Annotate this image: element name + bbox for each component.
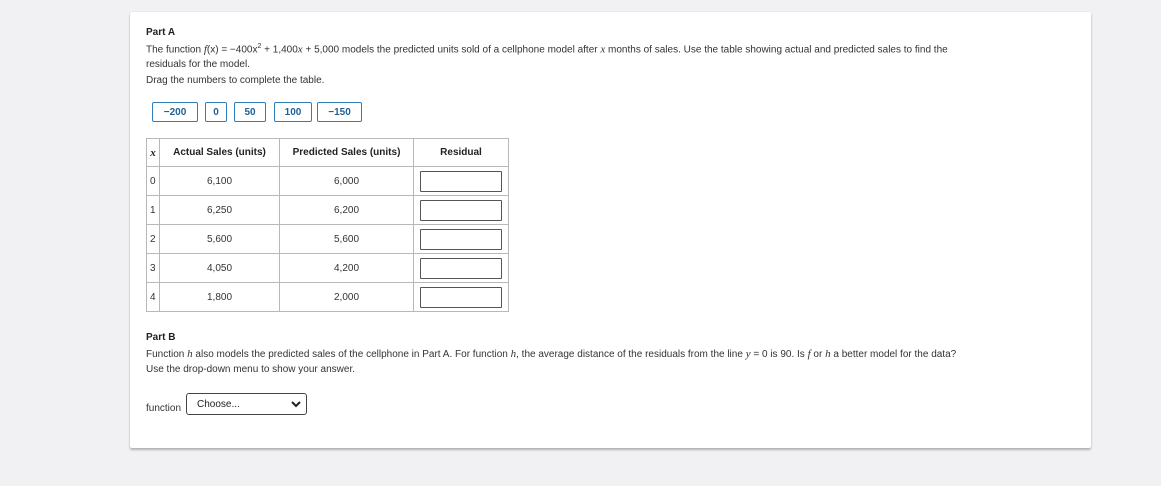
table-row bbox=[147, 225, 509, 254]
cell-predicted: 2,000 bbox=[280, 283, 414, 312]
text-segment: months of sales. Use the table showing actual and predicted sales to find the bbox=[605, 44, 948, 56]
text-segment: + 5,000 models the predicted units sold of a cellphone model after bbox=[302, 44, 601, 56]
var-x: x bbox=[600, 43, 606, 56]
residual-drop-target[interactable] bbox=[420, 229, 502, 250]
text-segment: = 0 is 90. Is bbox=[750, 349, 808, 360]
cell-residual bbox=[414, 196, 509, 225]
chevron-down-icon bbox=[290, 398, 302, 410]
cell-residual bbox=[414, 167, 509, 196]
drag-chip-neg200[interactable]: −200 bbox=[152, 102, 198, 122]
answer-prefix-label: function bbox=[146, 403, 182, 414]
text-segment: , the average distance of the residuals from the line bbox=[516, 349, 746, 360]
cell-predicted: 6,000 bbox=[280, 167, 414, 196]
text-segment: a better model for the data? bbox=[830, 349, 957, 360]
cell-actual: 4,050 bbox=[160, 254, 280, 283]
cell-residual bbox=[414, 225, 509, 254]
residual-drop-target[interactable] bbox=[420, 287, 502, 308]
part-b-description-line2: Use the drop-down menu to show your answer. bbox=[146, 364, 355, 375]
cell-actual: 5,600 bbox=[160, 225, 280, 254]
header-x-label: x bbox=[150, 146, 156, 159]
text-segment: (x) = −400x bbox=[206, 44, 258, 56]
drag-chip-100[interactable]: 100 bbox=[274, 102, 312, 122]
cell-x: 1 bbox=[147, 196, 160, 225]
part-b-title: Part B bbox=[146, 332, 176, 343]
table-row bbox=[147, 254, 509, 283]
var-y: y bbox=[745, 348, 751, 360]
text-segment: The function bbox=[146, 44, 204, 56]
cell-actual: 6,100 bbox=[160, 167, 280, 196]
cell-x: 3 bbox=[147, 254, 160, 283]
cell-x: 2 bbox=[147, 225, 160, 254]
table-row bbox=[147, 167, 509, 196]
text-segment: or bbox=[810, 349, 826, 360]
table-row bbox=[147, 283, 509, 312]
dropdown-value: Choose... bbox=[197, 398, 240, 410]
var-x: x bbox=[297, 43, 303, 56]
part-b-description-line1 bbox=[146, 348, 956, 360]
header-actual: Actual Sales (units) bbox=[160, 139, 280, 167]
residual-drop-target[interactable] bbox=[420, 258, 502, 279]
table-row bbox=[147, 196, 509, 225]
residual-table bbox=[146, 138, 509, 312]
residual-drop-target[interactable] bbox=[420, 200, 502, 221]
model-choice-dropdown[interactable] bbox=[186, 393, 307, 415]
function-f: f bbox=[807, 348, 811, 360]
cell-predicted: 5,600 bbox=[280, 225, 414, 254]
text-segment: also models the predicted sales of the cellphone in Part A. For function bbox=[192, 349, 511, 360]
header-x bbox=[147, 139, 160, 167]
text-segment: + 1,400 bbox=[261, 44, 298, 56]
table-header-row bbox=[147, 139, 509, 167]
cell-x: 4 bbox=[147, 283, 160, 312]
drag-chip-neg150[interactable]: −150 bbox=[317, 102, 362, 122]
function-h: h bbox=[187, 348, 193, 360]
header-predicted: Predicted Sales (units) bbox=[280, 139, 414, 167]
part-a-title: Part A bbox=[146, 27, 176, 38]
cell-residual bbox=[414, 254, 509, 283]
drag-chip-0[interactable]: 0 bbox=[205, 102, 227, 122]
text-segment: Function bbox=[146, 349, 188, 360]
question-card bbox=[130, 12, 1091, 448]
cell-actual: 6,250 bbox=[160, 196, 280, 225]
cell-residual bbox=[414, 283, 509, 312]
header-residual: Residual bbox=[414, 139, 509, 167]
cell-predicted: 4,200 bbox=[280, 254, 414, 283]
drag-chip-50[interactable]: 50 bbox=[234, 102, 266, 122]
exponent: 2 bbox=[257, 43, 262, 50]
function-h: h bbox=[825, 348, 831, 360]
cell-actual: 1,800 bbox=[160, 283, 280, 312]
cell-predicted: 6,200 bbox=[280, 196, 414, 225]
function-h: h bbox=[510, 348, 517, 360]
cell-x: 0 bbox=[147, 167, 160, 196]
function-f: f bbox=[203, 43, 207, 56]
part-a-description-line2: residuals for the model. bbox=[146, 59, 250, 70]
drag-instruction: Drag the numbers to complete the table. bbox=[146, 75, 325, 86]
part-a-description-line1 bbox=[146, 43, 948, 55]
residual-drop-target[interactable] bbox=[420, 171, 502, 192]
